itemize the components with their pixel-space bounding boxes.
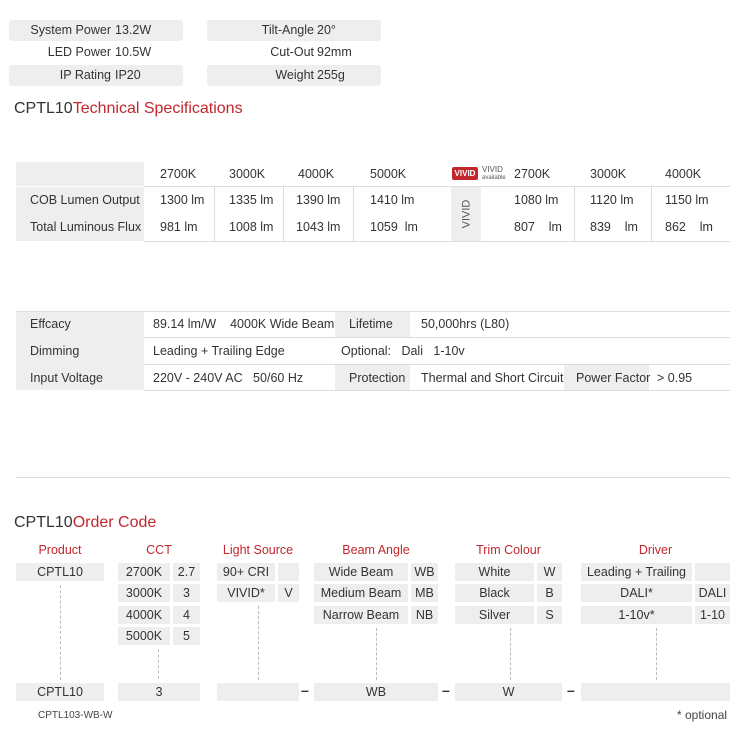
efficacy-value: 89.14 lm/W 4000K Wide Beam	[153, 317, 335, 331]
cob-vivid-3000: 1120 lm	[590, 193, 634, 207]
lifetime-label: Lifetime	[349, 317, 393, 331]
option-beam-wide-code: WB	[411, 563, 438, 581]
flux-vivid-3000: 839 lm	[590, 220, 638, 234]
led-power-label: LED Power	[47, 45, 111, 59]
cut-out-value: 92mm	[317, 45, 352, 59]
vivid-header-3: 4000K	[665, 167, 702, 181]
option-cct-4000-label: 4000K	[118, 606, 170, 624]
vivid-logo	[452, 167, 478, 180]
order-heading: Order Code	[72, 514, 157, 531]
flux-5000: 1059 lm	[370, 220, 418, 234]
flux-2700: 981 lm	[160, 220, 198, 234]
cob-vivid-4000: 1150 lm	[665, 193, 709, 207]
option-trim-silver-label: Silver	[455, 606, 534, 624]
ip-rating-value: IP20	[115, 68, 141, 82]
led-power-value: 10.5W	[115, 45, 152, 59]
lumen-vline-4	[574, 187, 575, 241]
header-light-source: Light Source	[222, 543, 294, 557]
weight-pill	[207, 65, 381, 86]
cob-3000: 1335 lm	[229, 193, 274, 207]
option-product: CPTL10	[16, 563, 104, 581]
specs-title	[14, 100, 243, 118]
vivid-header-2: 3000K	[590, 167, 627, 181]
option-cct-4000-code: 4	[173, 606, 200, 624]
option-trim-silver-code: S	[537, 606, 562, 624]
flux-vivid-2700: 807 lm	[514, 220, 562, 234]
example-cct: 3	[118, 683, 200, 701]
row-label-flux: Total Luminous Flux	[30, 220, 142, 234]
weight-value: 255g	[317, 68, 345, 82]
cct-header-4: 5000K	[370, 167, 407, 181]
option-cct-3000-label: 3000K	[118, 584, 170, 602]
ip-rating-label: IP Rating	[59, 68, 111, 82]
lumen-header-blank	[16, 162, 144, 186]
tilt-angle-label: Tilt-Angle	[261, 23, 314, 37]
connector-cct	[158, 649, 159, 679]
ip-rating-pill	[9, 65, 183, 86]
led-power-pill	[9, 42, 183, 63]
power-factor-value: > 0.95	[657, 371, 693, 385]
option-beam-narrow-label: Narrow Beam	[314, 606, 408, 624]
example-driver	[581, 683, 730, 701]
order-model: CPTL10	[14, 514, 73, 531]
system-power-pill	[9, 20, 183, 41]
system-power-value: 13.2W	[115, 23, 152, 37]
example-code: CPTL103-WB-W	[38, 710, 113, 721]
lumen-vline-3	[353, 187, 354, 241]
order-title	[14, 514, 156, 532]
option-cct-3000-code: 3	[173, 584, 200, 602]
header-cct: CCT	[146, 543, 172, 557]
header-trim-colour: Trim Colour	[476, 543, 541, 557]
option-driver-110v-label: 1-10v*	[581, 606, 692, 624]
option-driver-phase-label: Leading + Trailing	[581, 563, 692, 581]
lifetime-value: 50,000hrs (L80)	[421, 317, 510, 331]
cob-2700: 1300 lm	[160, 193, 205, 207]
system-power-label: System Power	[30, 23, 111, 37]
connector-light-source	[258, 606, 259, 680]
option-trim-black-label: Black	[455, 584, 534, 602]
flux-vivid-4000: 862 lm	[665, 220, 713, 234]
option-driver-110v-code: 1-10	[695, 606, 730, 624]
option-trim-white-label: White	[455, 563, 534, 581]
option-driver-dali-code: DALI	[695, 584, 730, 602]
option-beam-medium-code: MB	[411, 584, 438, 602]
option-cct-2700-label: 2700K	[118, 563, 170, 581]
option-beam-narrow-code: NB	[411, 606, 438, 624]
example-light-source	[217, 683, 299, 701]
weight-label: Weight	[275, 68, 314, 82]
cob-vivid-2700: 1080 lm	[514, 193, 559, 207]
optional-note: * optional	[677, 708, 728, 722]
power-factor-label: Power Factor	[576, 371, 651, 385]
dimming-optional: Optional: Dali 1-10v	[341, 344, 465, 358]
header-beam-angle: Beam Angle	[342, 543, 410, 557]
flux-4000: 1043 lm	[296, 220, 341, 234]
perf-bottom-line	[144, 390, 730, 391]
example-beam: WB	[314, 683, 438, 701]
example-trim: W	[455, 683, 562, 701]
vivid-side-label: VIVID	[460, 199, 473, 229]
example-product: CPTL10	[16, 683, 104, 701]
header-driver: Driver	[638, 543, 673, 557]
option-beam-medium-label: Medium Beam	[314, 584, 408, 602]
separator-2: –	[442, 682, 450, 698]
lumen-header-line	[144, 186, 730, 187]
separator-3: –	[567, 682, 575, 698]
connector-driver	[656, 628, 657, 680]
flux-3000: 1008 lm	[229, 220, 274, 234]
lumen-vline-5	[651, 187, 652, 241]
section-divider	[16, 477, 730, 478]
cut-out-label: Cut-Out	[270, 45, 314, 59]
separator-1: –	[301, 682, 309, 698]
option-light-cri-code	[278, 563, 299, 581]
cut-out-pill	[207, 42, 381, 63]
option-cct-5000-label: 5000K	[118, 627, 170, 645]
option-light-cri-label: 90+ CRI	[217, 563, 275, 581]
protection-value: Thermal and Short Circuit	[421, 371, 564, 385]
lumen-vline-2	[283, 187, 284, 241]
option-beam-wide-label: Wide Beam	[314, 563, 408, 581]
option-cct-2700-code: 2.7	[173, 563, 200, 581]
perf-line-1	[144, 337, 730, 338]
vivid-header-1: 2700K	[514, 167, 551, 181]
option-driver-phase-code	[695, 563, 730, 581]
vivid-available-top: VIVID	[482, 165, 503, 174]
lumen-vline-1	[214, 187, 215, 241]
cct-header-3: 4000K	[298, 167, 335, 181]
input-voltage-value: 220V - 240V AC 50/60 Hz	[153, 371, 304, 385]
vivid-available	[482, 166, 506, 182]
option-driver-dali-label: DALI*	[581, 584, 692, 602]
cct-header-1: 2700K	[160, 167, 197, 181]
dimming-value: Leading + Trailing Edge	[153, 344, 285, 358]
vivid-available-bottom: available	[482, 175, 506, 181]
connector-product	[60, 585, 61, 680]
option-light-vivid-code: V	[278, 584, 299, 602]
row-label-cob: COB Lumen Output	[30, 193, 140, 207]
tilt-angle-pill	[207, 20, 381, 41]
cob-5000: 1410 lm	[370, 193, 415, 207]
specs-heading: Technical Specifications	[72, 100, 243, 117]
cob-4000: 1390 lm	[296, 193, 341, 207]
input-voltage-label: Input Voltage	[30, 371, 103, 385]
specs-model: CPTL10	[14, 100, 73, 117]
connector-beam	[376, 628, 377, 680]
lumen-bottom-line	[144, 241, 730, 242]
option-trim-black-code: B	[537, 584, 562, 602]
header-product: Product	[38, 543, 82, 557]
efficacy-label: Effcacy	[30, 317, 71, 331]
dimming-label: Dimming	[30, 344, 80, 358]
connector-trim	[510, 628, 511, 680]
tilt-angle-value: 20°	[317, 23, 336, 37]
cct-header-2: 3000K	[229, 167, 266, 181]
option-light-vivid-label: VIVID*	[217, 584, 275, 602]
protection-label: Protection	[349, 371, 406, 385]
option-cct-5000-code: 5	[173, 627, 200, 645]
option-trim-white-code: W	[537, 563, 562, 581]
vivid-badge-text: VIVID	[454, 169, 476, 178]
